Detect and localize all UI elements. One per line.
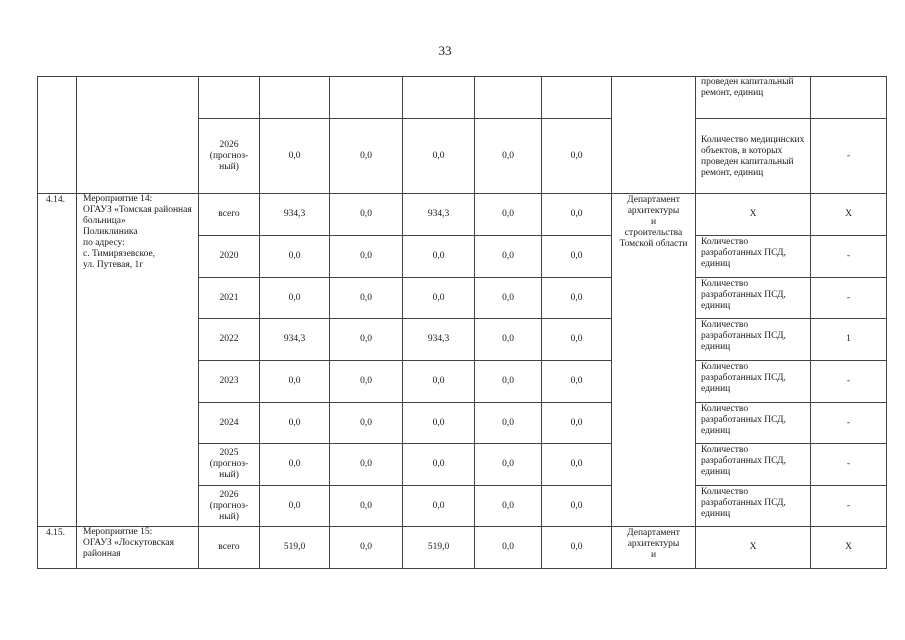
value-cell: 0,0 [330,278,403,319]
year-cell [199,119,260,194]
value-cell: 934,3 [403,194,475,236]
value-cell [403,77,475,119]
indicator-cell: Количество разработанных ПСД, единиц [696,319,811,361]
number-cell-empty [38,77,77,194]
value-cell: 0,0 [542,236,612,278]
year-cell: 2023 [199,361,260,403]
value-cell: 934,3 [403,319,475,361]
page-number: 33 [438,43,452,58]
value-cell: 0,0 [330,236,403,278]
value-cell: 0,0 [475,444,542,486]
target-cell: - [811,403,887,444]
year-cell [199,486,260,527]
value-cell: 0,0 [475,486,542,527]
value-cell: 0,0 [475,278,542,319]
value-cell: 0,0 [475,403,542,444]
value-cell: 0,0 [475,527,542,569]
value-cell: 0,0 [403,361,475,403]
value-cell: 0,0 [260,444,330,486]
year-cell: 2021 [199,278,260,319]
target-cell: - [811,236,887,278]
value-cell: 0,0 [330,194,403,236]
indicator-cell: Количество медицинских объектов, в которых проведен капитальный ремонт, единиц [696,119,811,194]
year-cell: 2020 [199,236,260,278]
year-cell: всего [199,527,260,569]
target-cell: 1 [811,319,887,361]
year-cell: всего [199,194,260,236]
value-cell: 0,0 [403,403,475,444]
value-cell [260,77,330,119]
department-cell-empty [612,77,696,194]
indicator-cell: Количество разработанных ПСД, единиц [696,486,811,527]
target-cell [811,77,887,119]
value-cell: 0,0 [475,236,542,278]
value-cell [542,77,612,119]
event-text: Мероприятие 14: ОГАУЗ «Томская районная больница» Поликлиника по адресу: с. Тимирязевское, ул. Путевая, 1г [83,194,192,270]
value-cell: 0,0 [475,194,542,236]
target-cell: - [811,278,887,319]
value-cell [330,77,403,119]
value-cell: 0,0 [330,403,403,444]
value-cell: 934,3 [260,194,330,236]
event-text: Мероприятие 15: ОГАУЗ «Лоскутовская районная [83,527,174,559]
value-cell: 0,0 [542,486,612,527]
indicator-cell: Количество разработанных ПСД, единиц [696,278,811,319]
value-cell: 0,0 [330,444,403,486]
value-cell: 0,0 [260,486,330,527]
value-cell: 0,0 [403,444,475,486]
value-cell: 0,0 [542,119,612,194]
value-cell: 0,0 [330,361,403,403]
event-description [77,194,199,527]
indicator-cell: Количество разработанных ПСД, единиц [696,444,811,486]
program-table [37,76,887,569]
table-row [38,77,887,119]
value-cell: 0,0 [260,236,330,278]
target-cell: - [811,486,887,527]
indicator-cell: Количество разработанных ПСД, единиц [696,236,811,278]
value-cell: 0,0 [542,444,612,486]
year-cell [199,444,260,486]
event-cell-empty [77,77,199,194]
target-cell: - [811,119,887,194]
year-label: 2025 (прогноз- ный) [209,448,249,480]
year-cell: 2024 [199,403,260,444]
indicator-cell: Количество разработанных ПСД, единиц [696,403,811,444]
department-cell [612,194,696,527]
value-cell: 0,0 [330,527,403,569]
value-cell: 0,0 [542,527,612,569]
value-cell: 0,0 [260,361,330,403]
indicator-cell: X [696,194,811,236]
value-cell: 934,3 [260,319,330,361]
value-cell: 0,0 [260,403,330,444]
year-label: 2026 (прогноз- ный) [209,139,249,172]
department-text: Департамент архитектуры и [627,528,680,560]
department-cell [612,527,696,569]
value-cell: 0,0 [403,119,475,194]
value-cell: 519,0 [260,527,330,569]
target-cell: X [811,194,887,236]
value-cell: 0,0 [542,361,612,403]
indicator-cell: Количество разработанных ПСД, единиц [696,361,811,403]
value-cell: 0,0 [260,278,330,319]
year-cell [199,77,260,119]
section-number: 4.14. [38,194,77,527]
value-cell: 0,0 [403,278,475,319]
value-cell: 0,0 [403,236,475,278]
value-cell: 0,0 [403,486,475,527]
value-cell: 0,0 [475,319,542,361]
value-cell: 519,0 [403,527,475,569]
target-cell: X [811,527,887,569]
target-cell: - [811,361,887,403]
event-description [77,527,199,569]
value-cell: 0,0 [330,319,403,361]
year-cell: 2022 [199,319,260,361]
table-row [38,194,887,236]
value-cell: 0,0 [330,119,403,194]
value-cell: 0,0 [542,319,612,361]
value-cell: 0,0 [542,403,612,444]
indicator-cell: X [696,527,811,569]
value-cell: 0,0 [542,194,612,236]
value-cell: 0,0 [475,119,542,194]
value-cell: 0,0 [260,119,330,194]
department-text: Департамент архитектуры и строительства Томской области [619,195,688,249]
indicator-cell: проведен капитальный ремонт, единиц [696,77,811,119]
target-cell: - [811,444,887,486]
year-label: 2026 (прогноз- ный) [209,489,249,522]
value-cell: 0,0 [475,361,542,403]
value-cell: 0,0 [542,278,612,319]
value-cell: 0,0 [330,486,403,527]
value-cell [475,77,542,119]
table-row [38,527,887,569]
section-number: 4.15. [38,527,77,569]
